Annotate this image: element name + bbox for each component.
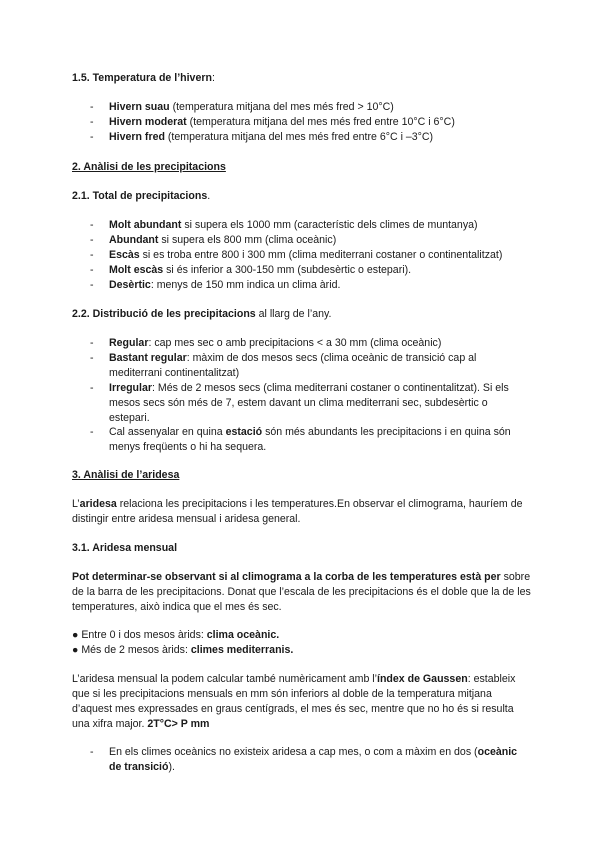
section-3-intro: L’aridesa relaciona les precipitacions i les temperatures.En observar el climograma, hauríem de distingir entre aridesa mensual i aridesa general. xyxy=(72,498,523,525)
section-1-5-heading: 1.5. Temperatura de l’hivern: xyxy=(72,72,215,84)
section-3-1-paragraph: Pot determinar-se observant si al climograma a la corba de les temperatures està per sobre de la barra de les precipitacions. Donat que l’escala de les precipitacions és el doble que la de les temperatures, això indica que el mes és sec. xyxy=(72,571,531,613)
section-3-1-heading: 3.1. Aridesa mensual xyxy=(72,542,178,554)
section-3-heading: 3. Anàlisi de l’aridesa xyxy=(72,469,180,481)
section-2-1-heading: 2.1. Total de precipitacions. xyxy=(72,190,211,202)
section-2-heading: 2. Anàlisi de les precipitacions xyxy=(72,161,226,173)
bullet-item: ● Més de 2 mesos àrids: climes mediterranis. xyxy=(72,644,294,656)
section-2-2-heading: 2.2. Distribució de les precipitacions al llarg de l’any. xyxy=(72,308,332,320)
bullet-item: ● Entre 0 i dos mesos àrids: clima oceànic. xyxy=(72,629,280,641)
document-page: 1.5. Temperatura de l’hivern: - Hivern suau (temperatura mitjana del mes més fred > 10°C) - Hivern moderat (temperatura mitjana del mes més fred entre 10°C i 6°C) - Hivern fred (temperatura mitjana del mes més fred entre 6°C i –3°C) 2. Anàlisi de les precipitacions 2.1. Total de precipitacions. - Molt abundant si supera els 1000 mm (característic dels climes de muntanya) - Abundant si supera els 800 mm (clima oceànic) - Escàs si es troba entre 800 i 300 mm (clima mediterrani costaner o continentalitzat) - Molt escàs si és inferior a 300-150 mm (subdesèrtic o estepari). - Desèrtic: menys de 150 mm indica un clima àrid. 2.2. Distribució de les precipitacions al llarg de l’any. - Regular: cap mes sec o amb precipitacions < a 30 mm (clima oceànic) - Bastant regular: màxim de dos mesos secs (clima oceànic de transició cap al mediterrani continentalitzat) - Irregular: Més de 2 mesos secs (clima mediterrani costaner o continentalitzat). Si els mesos secs són més de 7, estem davant un clima mediterrani sec, subdesèrtic o estepari. - Cal assenyalar en quina estació són més abundants les precipitacions i en quina són menys freqüents o hi ha sequera. 3. Anàlisi de l’aridesa L’aridesa relaciona les precipitacions i les temperatures.En observar el climograma, hauríem de distingir entre aridesa mensual i aridesa general. 3.1. Aridesa mensual Pot determinar-se observant si al climograma a la corba de les temperatures està per sobre de la barra de les precipitacions. Donat que l’escala de les precipitacions és el doble que la de les temperatures, això indica que el mes és sec. ● Entre 0 i dos mesos àrids: clima oceànic. ● Més de 2 mesos àrids: climes mediterranis. L’aridesa mensual la podem calcular també numèricament amb l’índex de Gaussen: estableix que si les precipitacions mensuals en mm són inferiors al doble de la temperatura mitjana d’aquest mes expressades en graus centígrads, el mes és sec, mentre que no ho és si resulta una xifra major. 2T°C> P mm - En els climes oceànics no existeix aridesa a cap mes, o com a màxim en dos (oceànic de transició). xyxy=(72,72,531,773)
gaussen-paragraph: L’aridesa mensual la podem calcular també numèricament amb l’índex de Gaussen: estableix que si les precipitacions mensuals en mm són inferiors al doble de la temperatura mitjana d’aquest mes expressades en graus centígrads, el mes és sec, mentre que no ho és si resulta una xifra major. 2T°C> P mm xyxy=(72,673,516,730)
